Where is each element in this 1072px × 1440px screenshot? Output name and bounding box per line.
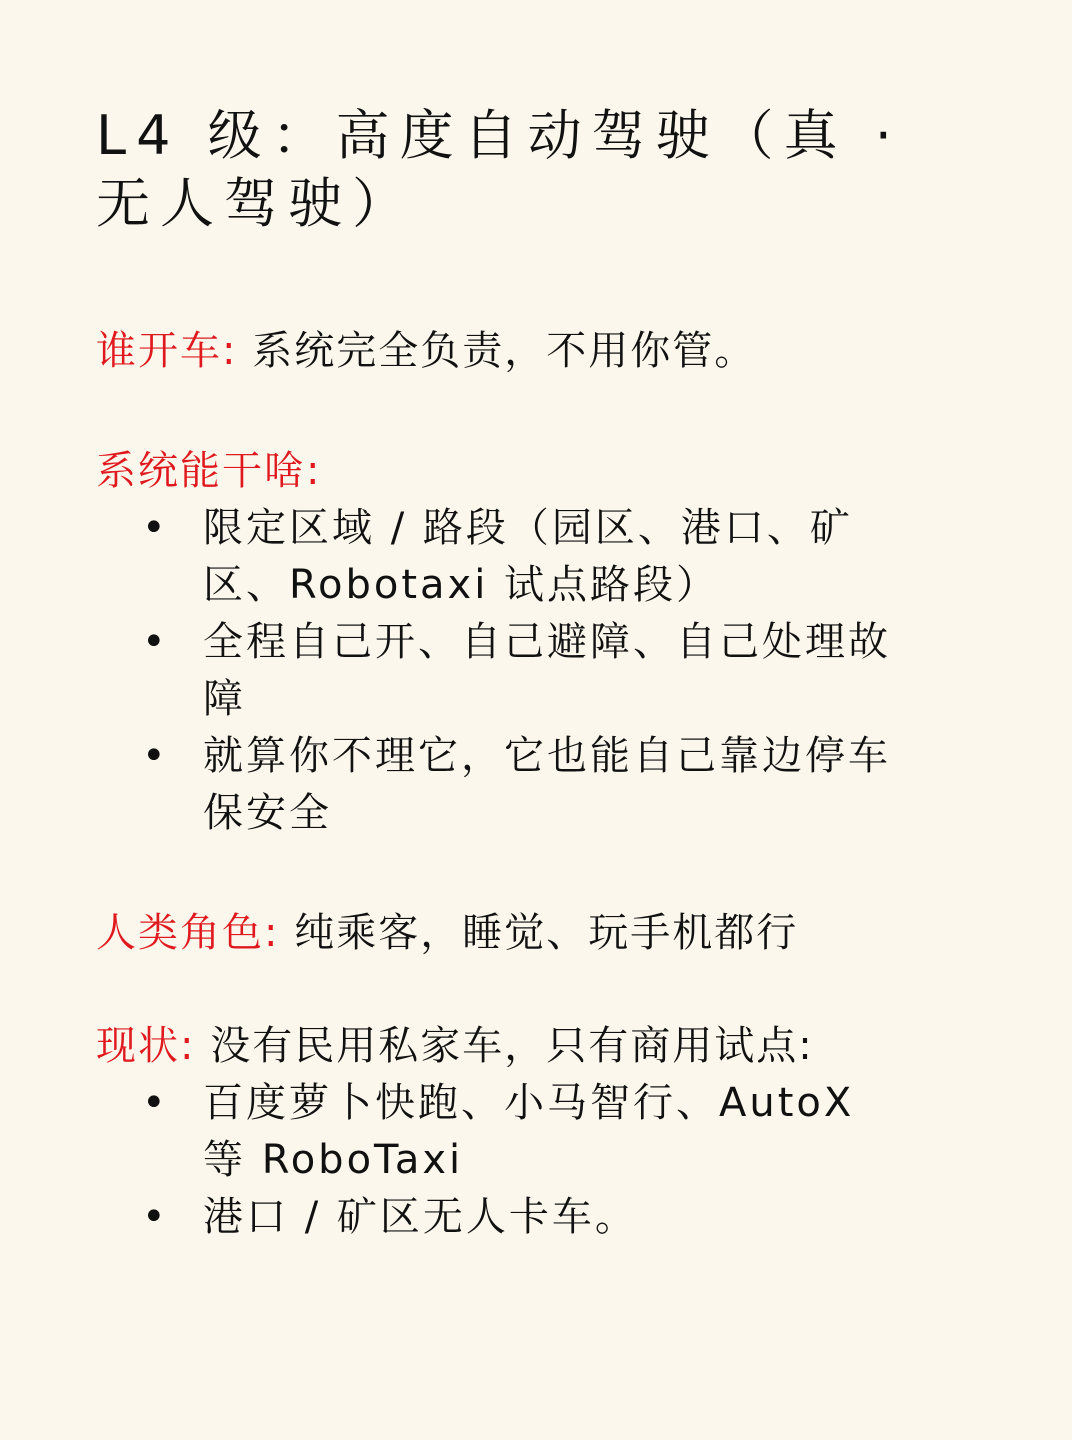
list-item-text: 就算你不理它，它也能自己靠边停车保安全 xyxy=(203,733,891,836)
status-label: 现状: xyxy=(96,1023,196,1069)
capabilities-section xyxy=(96,443,996,500)
bullet-icon: • xyxy=(142,733,169,779)
page-title: L4 级：高度自动驾驶（真 · 无人驾驶） xyxy=(96,104,902,235)
list-item xyxy=(96,1189,893,1246)
list-item xyxy=(96,728,893,842)
human-role-label: 人类角色: xyxy=(96,910,280,956)
list-item xyxy=(96,614,893,728)
status-section xyxy=(96,1018,996,1075)
driver-text: 系统完全负责，不用你管。 xyxy=(237,328,757,374)
status-text: 没有民用私家车，只有商用试点: xyxy=(195,1023,814,1069)
driver-label: 谁开车: xyxy=(96,328,238,374)
bullet-icon: • xyxy=(142,1194,169,1240)
list-item-text: 限定区域 / 路段（园区、港口、矿区、Robotaxi 试点路段） xyxy=(203,505,853,608)
bullet-icon: • xyxy=(142,619,169,665)
list-item xyxy=(96,1075,893,1189)
human-role-section xyxy=(96,905,996,962)
article xyxy=(96,102,996,1246)
list-item-text: 全程自己开、自己避障、自己处理故障 xyxy=(203,619,891,722)
human-role-text: 纯乘客，睡觉、玩手机都行 xyxy=(279,910,799,956)
capabilities-label: 系统能干啥: xyxy=(96,448,322,494)
status-list xyxy=(96,1075,996,1246)
list-item-text: 百度萝卜快跑、小马智行、AutoX 等 RoboTaxi xyxy=(203,1080,855,1183)
driver-section xyxy=(96,323,996,380)
list-item-text: 港口 / 矿区无人卡车。 xyxy=(203,1194,638,1240)
bullet-icon: • xyxy=(142,505,169,551)
bullet-icon: • xyxy=(142,1080,169,1126)
list-item xyxy=(96,500,893,614)
capabilities-list xyxy=(96,500,996,842)
